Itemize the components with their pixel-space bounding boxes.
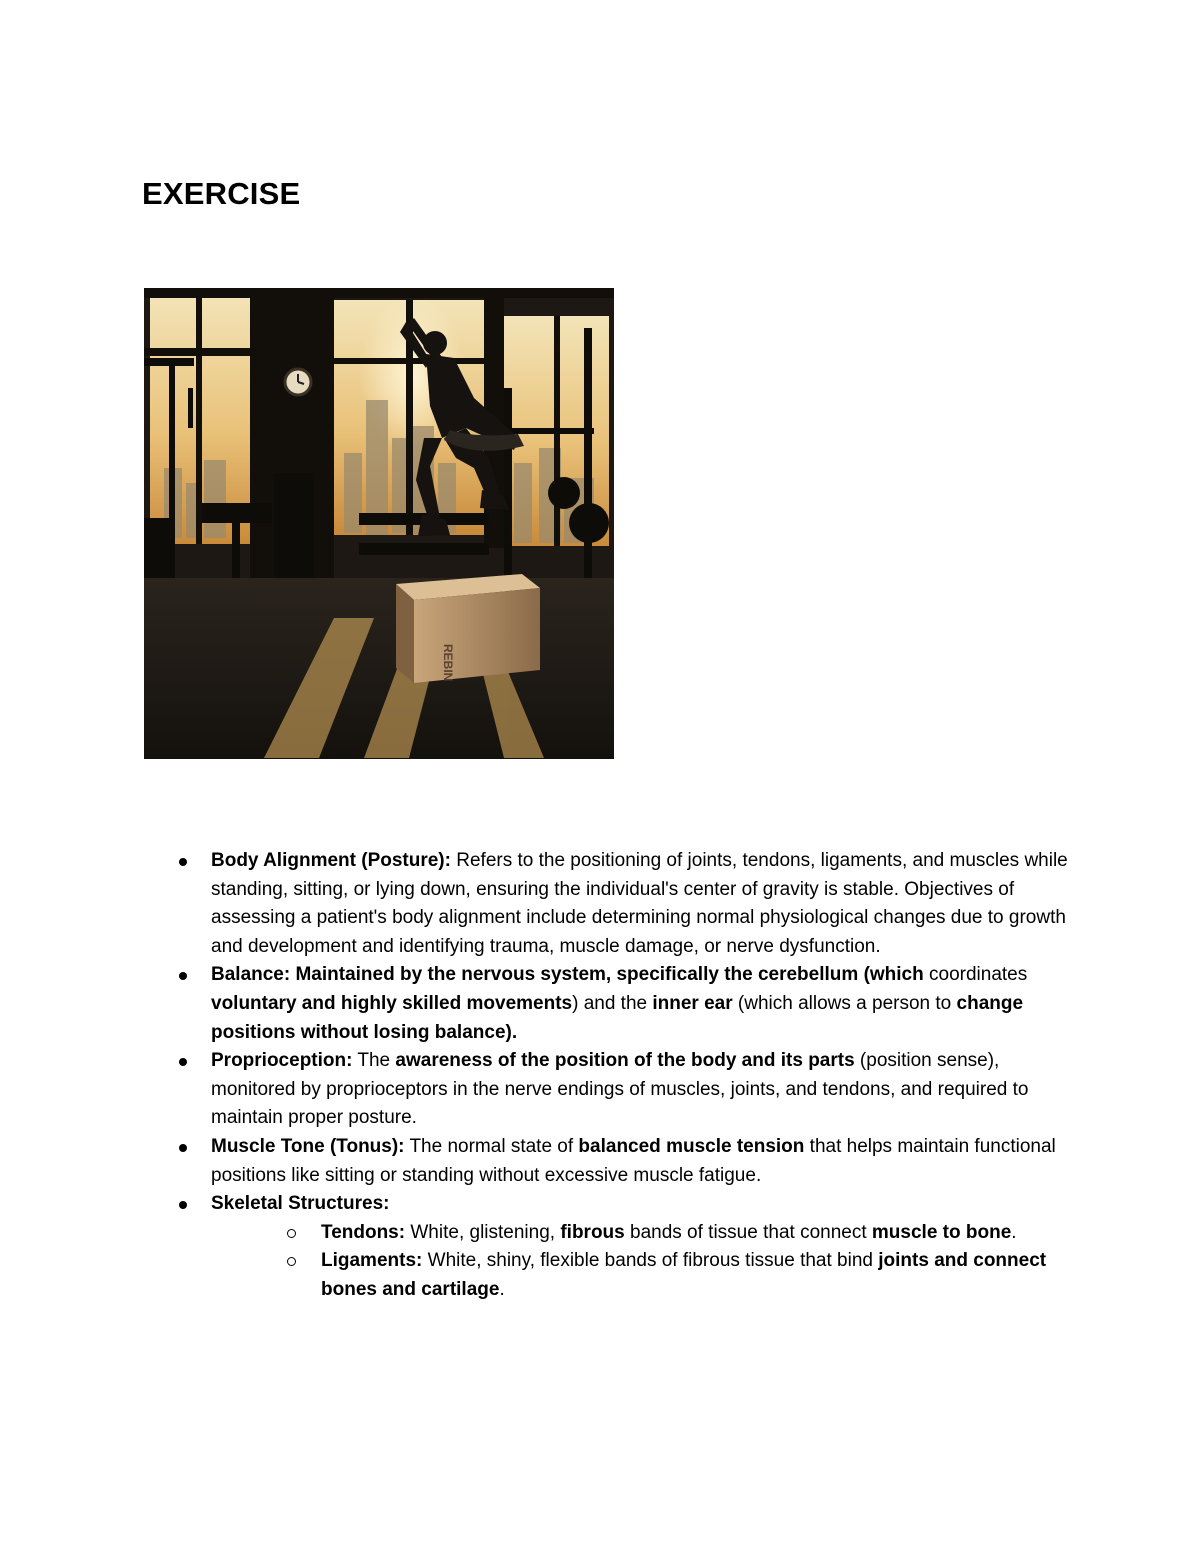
list-item-term: Tendons: bbox=[321, 1221, 406, 1243]
list-item-bold-text: joints and connect bones and cartilage bbox=[321, 1250, 1047, 1300]
definition-list bbox=[173, 847, 1073, 1305]
list-item-bold-text: balanced muscle tension bbox=[578, 1135, 805, 1157]
sub-list-item bbox=[283, 1219, 1073, 1248]
list-item-term: Muscle Tone (Tonus): bbox=[211, 1135, 405, 1157]
list-item-text: bands of tissue that connect bbox=[624, 1221, 872, 1243]
sub-list-item bbox=[283, 1247, 1073, 1304]
list-item-term: Balance: bbox=[211, 964, 291, 986]
list-item bbox=[173, 961, 1073, 1047]
list-item-text: White, shiny, flexible bands of fibrous tissue that bind bbox=[422, 1250, 879, 1272]
list-item-text: coordinates bbox=[923, 964, 1028, 986]
sub-list bbox=[211, 1219, 1073, 1305]
list-item-text: . bbox=[499, 1278, 505, 1300]
list-item-bold-text: voluntary and highly skilled movements bbox=[211, 992, 573, 1014]
list-item bbox=[173, 1047, 1073, 1133]
content bbox=[173, 847, 1073, 1305]
list-item-bold-text: Maintained by the nervous system, specifically the cerebellum (which bbox=[290, 964, 924, 986]
list-item-text: Refers to the positioning of joints, tendons, ligaments, and muscles while standing, sitting, or lying down, ensuring the individual's center of gravity is stable. Objectives of assessing a patient's body alignment include determining normal physiological changes due to growth and development and identifying trauma, muscle damage, or nerve dysfunction. bbox=[211, 850, 1068, 957]
page-title: EXERCISE bbox=[142, 176, 301, 211]
list-item-text: that helps maintain functional positions like sitting or standing without excessive muscle fatigue. bbox=[211, 1135, 1056, 1186]
list-item bbox=[173, 847, 1073, 961]
list-item-bold-text: fibrous bbox=[560, 1221, 625, 1243]
list-item-text: (which allows a person to bbox=[732, 992, 957, 1014]
box-label: REBIN bbox=[441, 644, 455, 682]
list-item-text: White, glistening, bbox=[405, 1221, 561, 1243]
list-item-term: Body Alignment (Posture): bbox=[211, 850, 451, 871]
list-item-text: ) and the bbox=[572, 992, 653, 1014]
list-item-text: (position sense), monitored by proprioceptors in the nerve endings of muscles, joints, and tendons, and required to maintain proper posture. bbox=[211, 1050, 1029, 1129]
list-item bbox=[173, 1190, 1073, 1304]
list-item-term: Ligaments: bbox=[321, 1250, 423, 1272]
list-item-bold-text: awareness of the position of the body and its parts bbox=[395, 1050, 855, 1072]
list-item-text: . bbox=[1011, 1221, 1017, 1243]
list-item-term: Proprioception: bbox=[211, 1050, 353, 1072]
gym-box-jump-photo bbox=[144, 288, 614, 759]
list-item-bold-text: inner ear bbox=[652, 992, 733, 1014]
list-item bbox=[173, 1133, 1073, 1190]
list-item-text: The bbox=[352, 1050, 396, 1072]
list-item-bold-text: change positions without losing balance). bbox=[211, 992, 1024, 1043]
list-item-text: The normal state of bbox=[404, 1135, 579, 1157]
list-item-term: Skeletal Structures: bbox=[211, 1193, 390, 1215]
list-item-bold-text: muscle to bone bbox=[871, 1221, 1012, 1243]
